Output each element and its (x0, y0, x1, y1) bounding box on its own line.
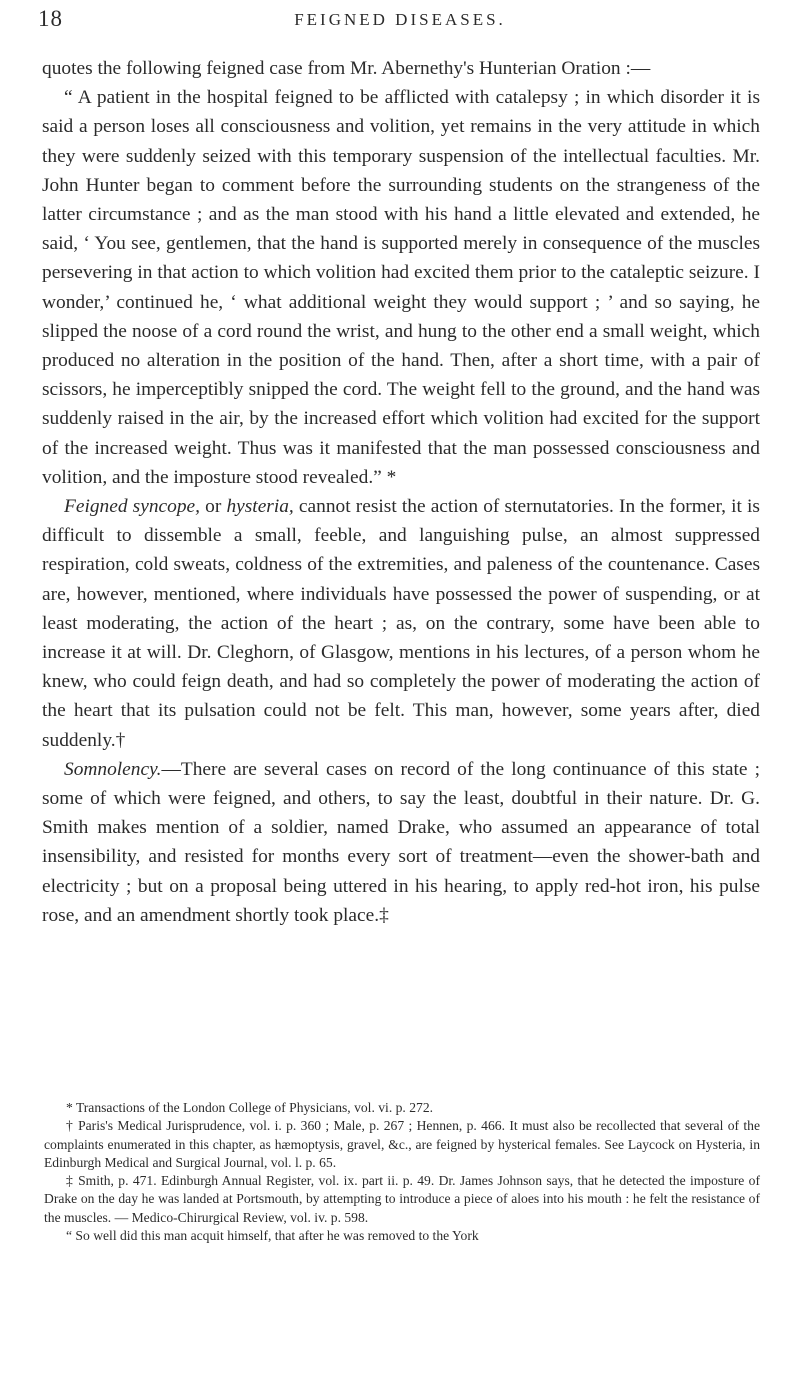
paragraph-somnolency-text: —There are several cases on record of the long continuance of this state ; some of which were feigned, and others, to say the least, doubtful in their nature. Dr. G. Smith makes mention of a soldier, named Drake, who assumed an appearance of total insensibility, and resisted for months every sort of treatment—even the shower-bath and electricity ; but on a proposal being uttered in his hearing, to apply red-hot iron, his pulse rose, and an amendment shortly took place.‡ (42, 758, 760, 926)
paragraph-somnolency (42, 755, 760, 930)
heading-somnolency: Somnolency. (64, 758, 162, 780)
footnote: * Transactions of the London College of Physicians, vol. vi. p. 272. (66, 1100, 434, 1115)
paragraph-syncope (42, 492, 760, 755)
page-number: 18 (38, 6, 63, 31)
heading-hysteria: hysteria, (226, 496, 294, 518)
paragraph-quote: “ A patient in the hospital feigned to be afflicted with catalepsy ; in which disorder it is said a person loses all consciousness and volition, yet remains in the very attitude in which they were suddenly seized with this temporary suspension of the intellectual faculties. Mr. John Hunter began to comment before the surrounding students on the strangeness of the latter circumstance ; and as the man stood with his hand a little elevated and extended, he said, ‘ You see, gentlemen, that the hand is supported merely in consequence of the muscles persevering in that action to which volition had excited them prior to the cataleptic seizure. I wonder,’ continued he, ‘ what additional weight they would support ; ’ and so saying, he slipped the noose of a cord round the wrist, and hung to the other end a small weight, which produced no alteration in the position of the hand. Then, after a short time, with a pair of scissors, he imperceptibly snipped the cord. The weight fell to the ground, and the hand was suddenly raised in the air, by the increased effort which volition had excited for the support of the increased weight. Thus was it manifested that the man possessed consciousness and volition, and the imposture stood revealed.” * (42, 87, 760, 488)
footnotes (44, 1099, 760, 1245)
main-text (42, 54, 760, 930)
running-title: FEIGNED DISEASES. (294, 10, 506, 29)
footnote: † Paris's Medical Jurisprudence, vol. i. p. 360 ; Male, p. 267 ; Hennen, p. 466. It must also be recollected that several of the complaints enumerated in this chapter, as hæmoptysis, gravel, &c., are feigned by hysterical females. See Laycock on Hysteria, in Edinburgh Medical and Surgical Journal, vol. l. p. 65. (44, 1118, 760, 1170)
paragraph-syncope-text: cannot resist the action of sternutatories. In the former, it is difficult to dissemble a small, feeble, and languishing pulse, an almost suppressed respiration, cold sweats, coldness of the extremities, and paleness of the countenance. Cases are, however, mentioned, where individuals have possessed the power of suspending, or at least moderating, the action of the heart ; as, on the contrary, some have been able to increase it at will. Dr. Cleghorn, of Glasgow, mentions in his lectures, of a person whom he knew, who could feign death, and had so completely the power of moderating the action of the heart that its pulsation could not be felt. This man, however, some years after, died suddenly.† (42, 496, 760, 751)
footnote: ‡ Smith, p. 471. Edinburgh Annual Register, vol. ix. part ii. p. 49. Dr. James Johnson says, that he detected the imposture of Drake on the day he was landed at Portsmouth, by attempting to introduce a piece of aloes into his mouth : he felt the resistance of the muscles. — Medico-Chirurgical Review, vol. iv. p. 598. (44, 1173, 760, 1225)
connector-or: or (199, 496, 227, 518)
footnote: “ So well did this man acquit himself, that after he was removed to the York (66, 1228, 479, 1244)
heading-feigned-syncope: Feigned syncope, (64, 496, 200, 518)
paragraph-intro: quotes the following feigned case from Mr. Abernethy's Hunterian Oration :— (42, 58, 651, 79)
page-header (38, 6, 762, 36)
